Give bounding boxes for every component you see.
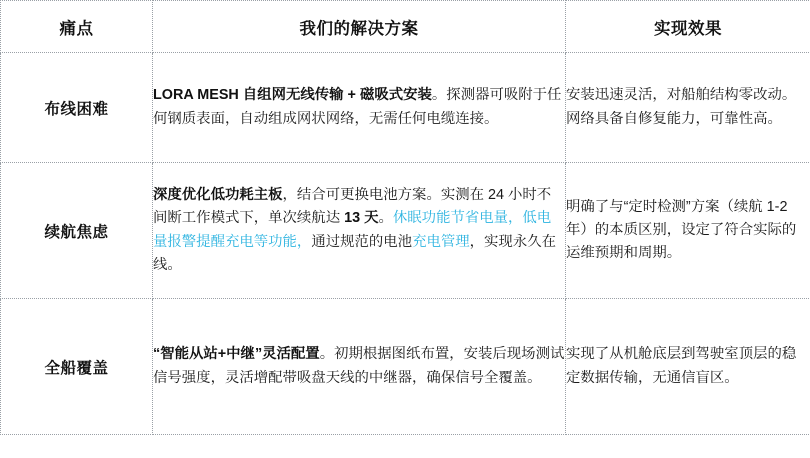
table-body [1, 53, 810, 435]
text-segment: 通过规范的电池 [311, 233, 413, 250]
text-segment: 。 [378, 210, 393, 227]
column-header-pain-point: 痛点 [1, 1, 153, 53]
table-row [1, 299, 810, 435]
effect-cell: 实现了从机舱底层到驾驶室顶层的稳定数据传输，无通信盲区。 [566, 299, 810, 435]
table-row [1, 163, 810, 299]
pain-point-cell: 布线困难 [1, 53, 153, 163]
text-segment: 充电管理 [412, 233, 470, 250]
text-segment: “智能从站+中继”灵活配置 [153, 346, 320, 363]
table-header [1, 1, 810, 53]
column-header-effect: 实现效果 [566, 1, 810, 53]
text-segment: 13 天 [344, 210, 379, 227]
solution-cell [153, 299, 566, 435]
table-row [1, 53, 810, 163]
text-segment: ，结合可更换电池方案。实测在 24 小时不间断工作模式下，单次续航达 [153, 186, 552, 227]
solution-cell [153, 53, 566, 163]
text-segment: 休眠功能节省电量，低电量报警提醒充电等功能， [153, 210, 552, 250]
text-segment: 。初期根据图纸布置，安装后现场测试信号强度，灵活增配带吸盘天线的中继器，确保信号全覆盖。 [153, 346, 565, 386]
table-header-row [1, 1, 810, 53]
pain-point-cell: 全船覆盖 [1, 299, 153, 435]
text-segment: ，实现永久在线。 [153, 233, 556, 273]
effect-cell: 明确了与“定时检测”方案（续航 1-2 年）的本质区别，设定了符合实际的运维预期和周期。 [566, 163, 810, 299]
pain-point-cell: 续航焦虑 [1, 163, 153, 299]
solution-cell [153, 163, 566, 299]
text-segment: LORA MESH 自组网无线传输 + 磁吸式安装 [153, 87, 432, 104]
effect-cell: 安装迅速灵活，对船舶结构零改动。网络具备自修复能力，可靠性高。 [566, 53, 810, 163]
text-segment: 深度优化低功耗主板 [153, 186, 283, 203]
column-header-solution: 我们的解决方案 [153, 1, 566, 53]
text-segment: 。探测器可吸附于任何钢质表面，自动组成网状网络，无需任何电缆连接。 [153, 87, 562, 127]
